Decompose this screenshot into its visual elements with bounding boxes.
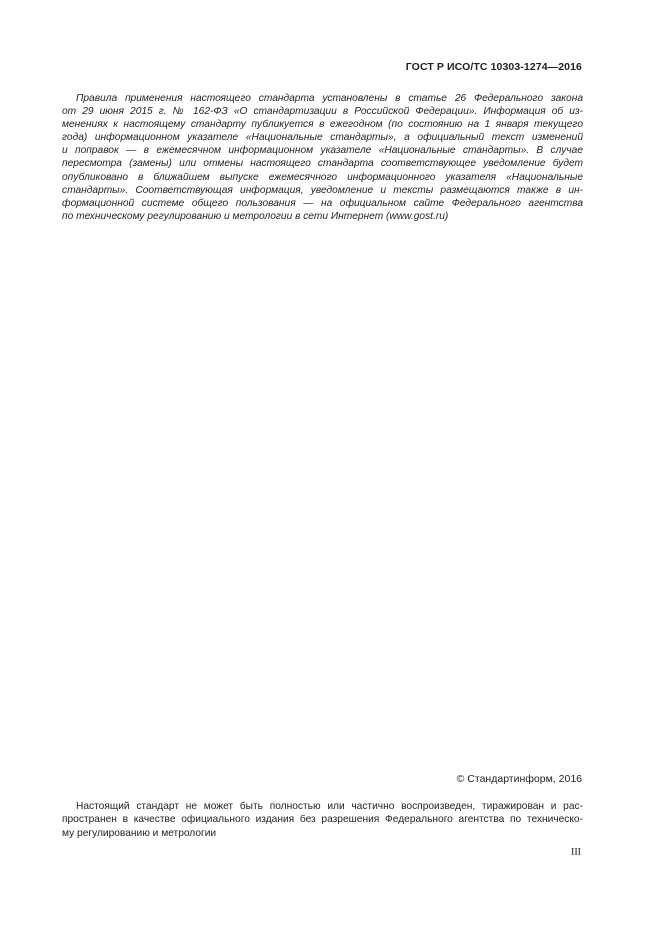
- notice-line: менениях к настоящему стандарту публикуется в ежегодном (по состоянию на 1 января текущего: [62, 119, 583, 131]
- reproduction-restriction: [62, 800, 583, 840]
- page-number: III: [571, 847, 581, 858]
- copyright-notice: © Стандартинформ, 2016: [456, 773, 582, 785]
- notice-line: по техническому регулированию и метрологии в сети Интернет (www.gost.ru): [62, 210, 449, 222]
- notice-line: и поправок — в ежемесячном информационном указателе «Национальные стандарты». В случае: [62, 145, 583, 157]
- notice-line: от 29 июня 2015 г. № 162-ФЗ «О стандартизации в Российской Федерации». Информация об из-: [62, 106, 583, 118]
- notice-line: формационной системе общего пользования — на официальном сайте Федерального агентства: [62, 197, 583, 209]
- notice-line: Правила применения настоящего стандарта установлены в статье 26 Федерального закона: [76, 93, 583, 104]
- application-notice: [62, 92, 583, 223]
- reproduction-line: Настоящий стандарт не может быть полностью или частично воспроизведен, тиражирован и рас-: [76, 801, 583, 812]
- standard-code: ГОСТ Р ИСО/ТС 10303-1274—2016: [405, 61, 582, 73]
- notice-line: стандарты». Соответствующая информация, уведомление и тексты размещаются также в ин-: [62, 184, 583, 196]
- notice-line: пересмотра (замены) или отмены настоящего стандарта соответствующее уведомление будет: [62, 158, 583, 170]
- reproduction-line: му регулированию и метрологии: [62, 827, 217, 839]
- notice-line: года) информационном указателе «Национальные стандарты», а официальный текст изменений: [62, 132, 583, 144]
- reproduction-line: пространен в качестве официального издания без разрешения Федерального агентства по техническо-: [62, 814, 583, 826]
- notice-line: опубликовано в ближайшем выпуске ежемесячного информационного указателя «Национальные: [62, 171, 583, 183]
